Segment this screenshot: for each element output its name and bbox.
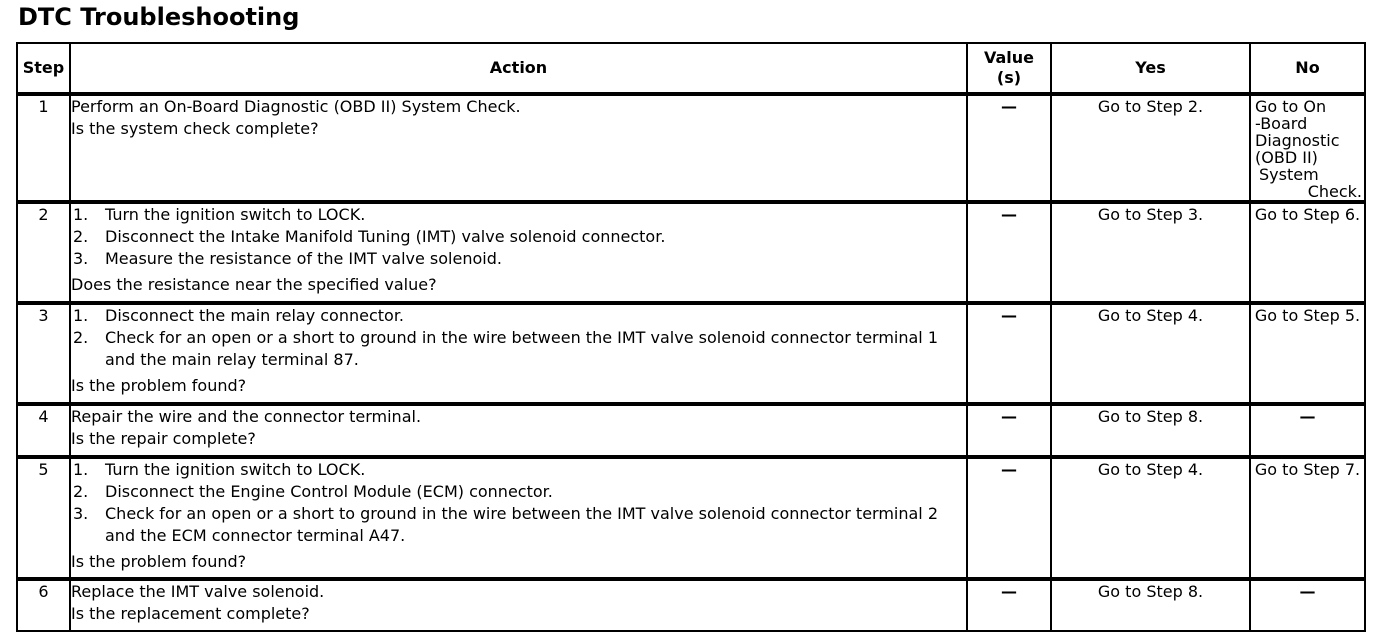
header-action: Action — [70, 43, 967, 94]
action-cell — [70, 579, 967, 631]
no-line: Diagnostic — [1255, 131, 1340, 150]
action-cell — [70, 457, 967, 579]
action-question: Is the problem found? — [71, 552, 247, 571]
action-cell — [70, 303, 967, 404]
header-no: No — [1250, 43, 1365, 94]
action-step-number: 3. — [73, 249, 89, 268]
action-text: Replace the IMT valve solenoid. — [71, 582, 325, 601]
action-question: Is the system check complete? — [71, 119, 319, 138]
yes-cell: Go to Step 3. — [1051, 202, 1250, 303]
table-row-step-2 — [17, 202, 1365, 303]
no-cell: Go to Step 6. — [1250, 202, 1365, 303]
yes-cell: Go to Step 4. — [1051, 303, 1250, 404]
header-value-line2: (s) — [996, 68, 1022, 87]
action-step-text: Disconnect the main relay connector. — [105, 306, 405, 325]
no-cell — [1250, 94, 1365, 202]
step-number: 2 — [17, 202, 70, 303]
yes-cell: Go to Step 8. — [1051, 579, 1250, 631]
action-step-item — [71, 327, 966, 371]
action-step-text: Measure the resistance of the IMT valve solenoid. — [105, 249, 502, 268]
action-step-text: Disconnect the Intake Manifold Tuning (IMT) valve solenoid connector. — [105, 227, 666, 246]
action-step-item — [71, 503, 966, 547]
action-step-item — [71, 226, 966, 248]
step-number: 5 — [17, 457, 70, 579]
action-step-item — [71, 204, 966, 226]
no-cell: Go to Step 5. — [1250, 303, 1365, 404]
header-row — [17, 43, 1365, 94]
action-step-text: Check for an open or a short to ground in the wire between the IMT valve solenoid connector terminal 2 and the ECM connector terminal A47. — [105, 504, 939, 545]
action-step-item — [71, 481, 966, 503]
yes-cell: Go to Step 8. — [1051, 404, 1250, 457]
action-step-item — [71, 305, 966, 327]
table-row-step-3 — [17, 303, 1365, 404]
action-text: Repair the wire and the connector terminal. — [71, 407, 422, 426]
action-step-number: 1. — [73, 306, 89, 325]
action-question: Is the replacement complete? — [71, 604, 310, 623]
no-line: (OBD II) — [1255, 148, 1318, 167]
step-number: 3 — [17, 303, 70, 404]
action-step-text: Turn the ignition switch to LOCK. — [105, 205, 366, 224]
action-step-text: Check for an open or a short to ground in the wire between the IMT valve solenoid connector terminal 1 and the main relay terminal 87. — [105, 328, 939, 369]
action-step-list — [71, 204, 966, 270]
no-line: System — [1259, 165, 1319, 184]
action-step-list — [71, 305, 966, 371]
yes-cell: Go to Step 4. — [1051, 457, 1250, 579]
yes-cell: Go to Step 2. — [1051, 94, 1250, 202]
action-step-number: 2. — [73, 482, 89, 501]
dtc-table — [16, 42, 1366, 632]
value-cell: — — [967, 457, 1051, 579]
action-question: Is the problem found? — [71, 376, 247, 395]
action-step-item — [71, 459, 966, 481]
value-cell: — — [967, 404, 1051, 457]
no-line: -Board — [1255, 114, 1308, 133]
value-cell: — — [967, 303, 1051, 404]
table-row-step-4 — [17, 404, 1365, 457]
action-cell — [70, 94, 967, 202]
no-line: Check. — [1307, 182, 1362, 201]
action-text: Perform an On-Board Diagnostic (OBD II) System Check. — [71, 97, 521, 116]
no-cell: Go to Step 7. — [1250, 457, 1365, 579]
action-step-text: Turn the ignition switch to LOCK. — [105, 460, 366, 479]
header-yes: Yes — [1051, 43, 1250, 94]
table-row-step-1 — [17, 94, 1365, 202]
value-cell: — — [967, 202, 1051, 303]
header-step: Step — [17, 43, 70, 94]
table-row-step-5 — [17, 457, 1365, 579]
step-number: 6 — [17, 579, 70, 631]
header-value-line1: Value — [983, 48, 1035, 67]
action-step-list — [71, 459, 966, 547]
action-step-number: 2. — [73, 227, 89, 246]
value-cell: — — [967, 94, 1051, 202]
no-cell: — — [1250, 404, 1365, 457]
table-row-step-6 — [17, 579, 1365, 631]
action-cell — [70, 202, 967, 303]
value-cell: — — [967, 579, 1051, 631]
action-question: Is the repair complete? — [71, 429, 256, 448]
page-title: DTC Troubleshooting — [18, 3, 300, 31]
step-number: 1 — [17, 94, 70, 202]
header-value — [967, 43, 1051, 94]
no-cell: — — [1250, 579, 1365, 631]
action-cell — [70, 404, 967, 457]
step-number: 4 — [17, 404, 70, 457]
no-line: Go to On — [1255, 97, 1327, 116]
action-step-number: 3. — [73, 504, 89, 523]
action-step-text: Disconnect the Engine Control Module (ECM) connector. — [105, 482, 553, 501]
action-step-number: 2. — [73, 328, 89, 347]
action-step-item — [71, 248, 966, 270]
action-question: Does the resistance near the specified value? — [71, 275, 437, 294]
action-step-number: 1. — [73, 460, 89, 479]
action-step-number: 1. — [73, 205, 89, 224]
